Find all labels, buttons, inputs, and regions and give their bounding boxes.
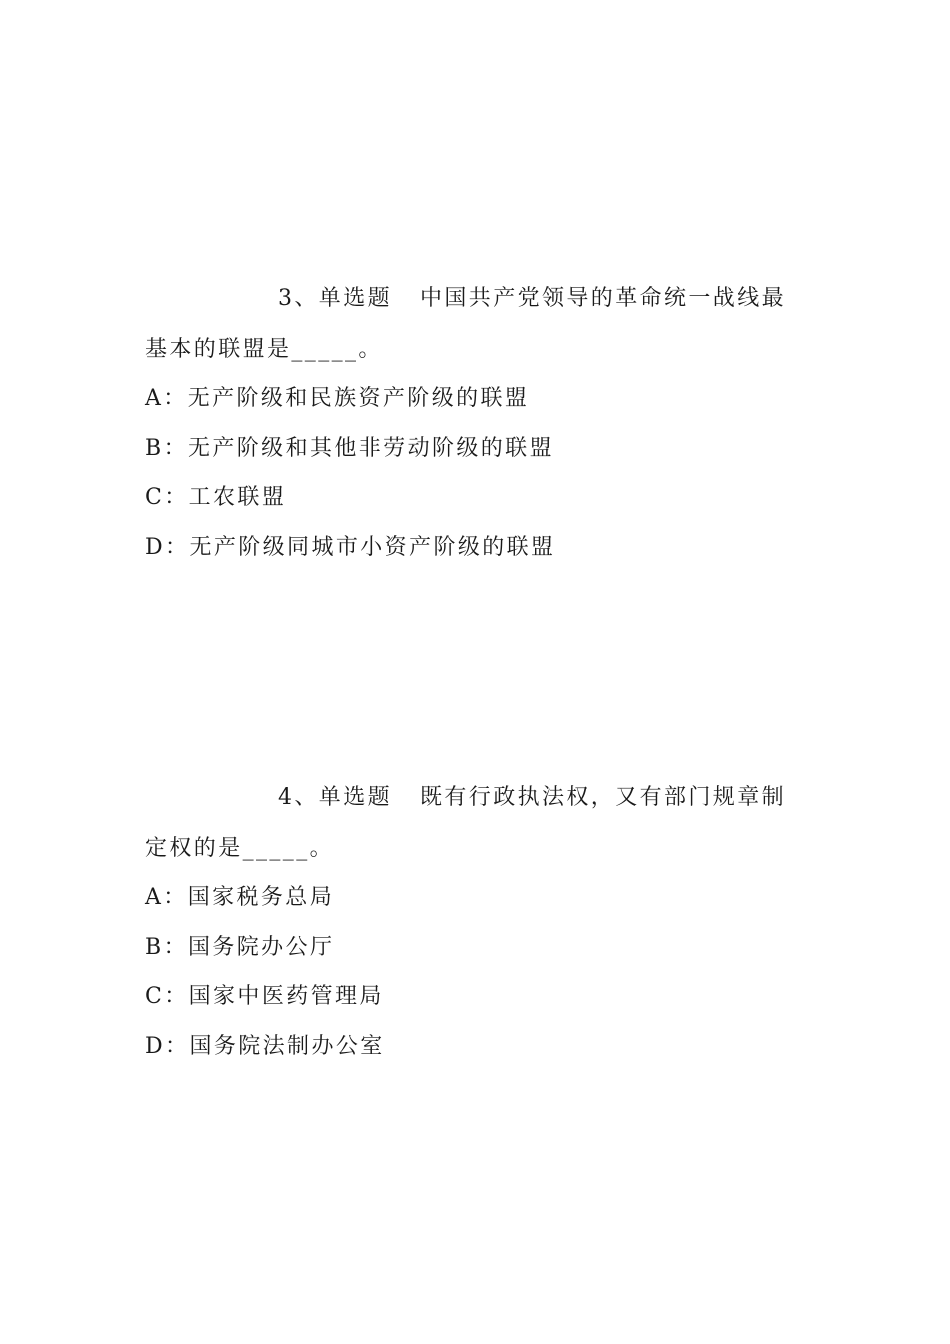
question-text: 中国共产党领导的革命统一战线最: [420, 286, 787, 311]
question-stem-line-2: 定权的是_____。: [145, 836, 335, 861]
option-b: B：国务院办公厅: [145, 935, 335, 960]
option-b: B：无产阶级和其他非劳动阶级的联盟: [145, 436, 554, 461]
question-stem-line-1: [278, 282, 786, 316]
option-d: D：无产阶级同城市小资产阶级的联盟: [145, 535, 556, 560]
question-stem-line-2: 基本的联盟是_____。: [145, 337, 383, 362]
question-number-label: 4、单选题: [278, 785, 392, 810]
option-a: A：国家税务总局: [145, 885, 335, 910]
question-number-label: 3、单选题: [278, 286, 392, 311]
option-c: C：国家中医药管理局: [145, 984, 384, 1009]
option-d: D：国务院法制办公室: [145, 1034, 385, 1059]
question-text: 既有行政执法权，又有部门规章制: [420, 785, 787, 810]
option-a: A：无产阶级和民族资产阶级的联盟: [145, 386, 530, 411]
option-c: C：工农联盟: [145, 485, 287, 510]
question-stem-line-1: [278, 781, 786, 815]
